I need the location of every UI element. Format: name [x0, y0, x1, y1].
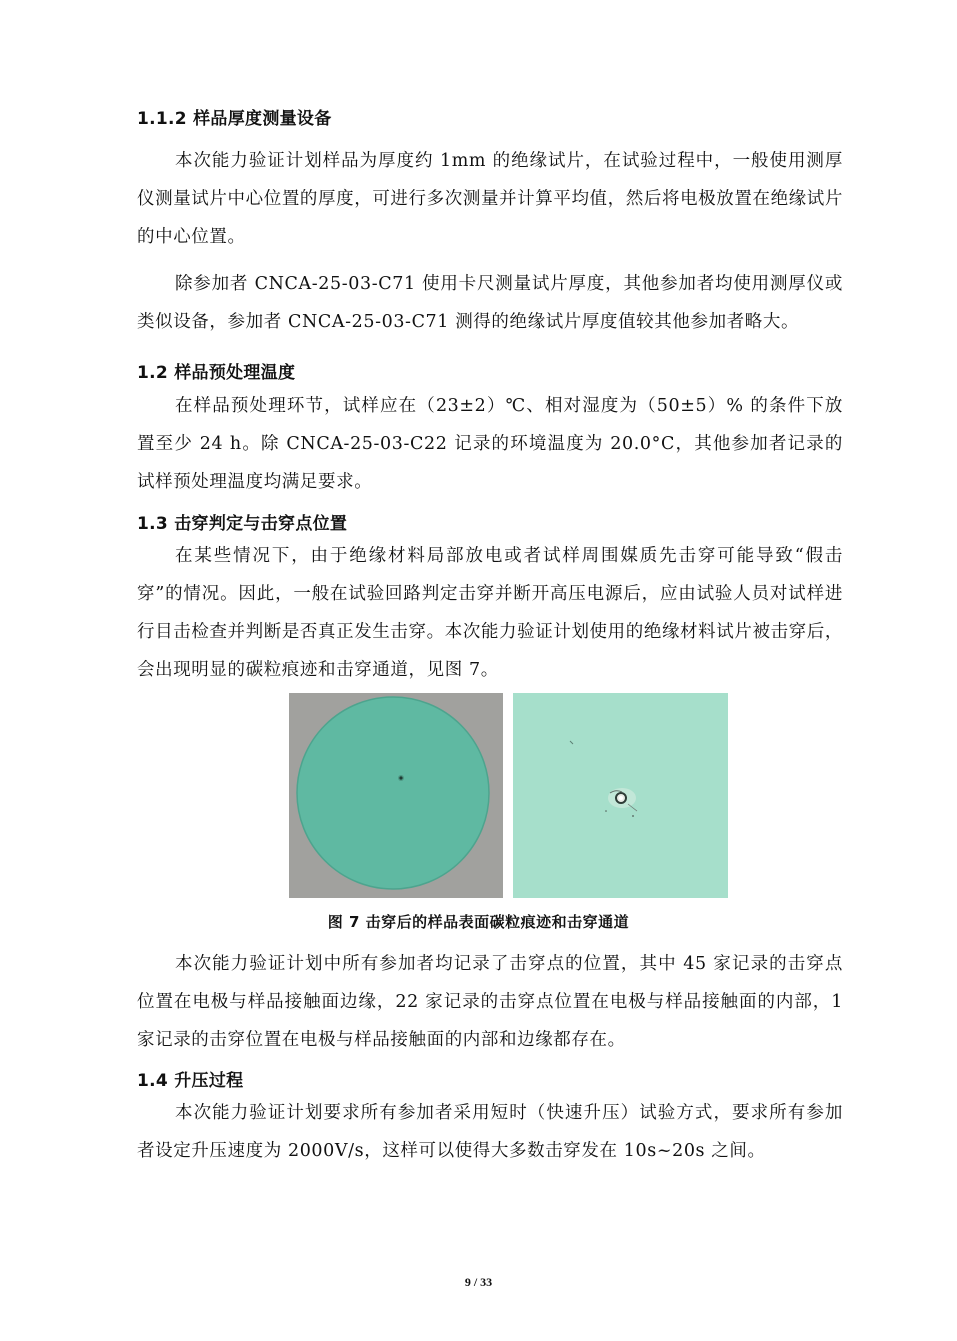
- page-number: 9 / 33: [464, 1275, 493, 1289]
- breakdown-closeup-photo: [513, 693, 728, 898]
- heading-1-2: 1.2 样品预处理温度: [137, 363, 296, 383]
- paragraph-breakdown: 在某些情况下，由于绝缘材料局部放电或者试样周围媒质先击穿可能导致“假击穿”的情况。因此，一般在试验回路判定击穿并断开高压电源后，应由试验人员对试样进行目击检查并判断是否真正发生击穿。本次能力验证计划使用的绝缘材料试片被击穿后，会出现明显的碳粒痕迹和击穿通道，见图 7。: [137, 546, 843, 680]
- paragraph-breakdown-location: 本次能力验证计划中所有参加者均记录了击穿点的位置，其中 45 家记录的击穿点位置在电极与样品接触面边缘，22 家记录的击穿点位置在电极与样品接触面的内部，1 家记录的击穿位置在电极与样品接触面的内部和边缘都存在。: [137, 954, 843, 1050]
- sample-disc-photo: [289, 693, 503, 898]
- paragraph-voltage-rise: 本次能力验证计划要求所有参加者采用短时（快速升压）试验方式，要求所有参加者设定升压速度为 2000V/s，这样可以使得大多数击穿发在 10s~20s 之间。: [137, 1103, 843, 1161]
- heading-1-1-2: 1.1.2 样品厚度测量设备: [137, 109, 332, 129]
- heading-1-3: 1.3 击穿判定与击穿点位置: [137, 514, 348, 534]
- paragraph-thickness-2: 除参加者 CNCA-25-03-C71 使用卡尺测量试片厚度，其他参加者均使用测厚仪或类似设备，参加者 CNCA-25-03-C71 测得的绝缘试片厚度值较其他参加者略大。: [137, 274, 843, 332]
- heading-1-4: 1.4 升压过程: [137, 1071, 244, 1091]
- paragraph-thickness-1: 本次能力验证计划样品为厚度约 1mm 的绝缘试片，在试验过程中，一般使用测厚仪测量试片中心位置的厚度，可进行多次测量并计算平均值，然后将电极放置在绝缘试片的中心位置。: [137, 151, 843, 247]
- figure-7-caption: 图 7 击穿后的样品表面碳粒痕迹和击穿通道: [327, 913, 630, 931]
- paragraph-pretreatment: 在样品预处理环节，试样应在（23±2）℃、相对湿度为（50±5）% 的条件下放置至少 24 h。除 CNCA-25-03-C22 记录的环境温度为 20.0°C，其他参加者记录的试样预处理温度均满足要求。: [137, 396, 843, 492]
